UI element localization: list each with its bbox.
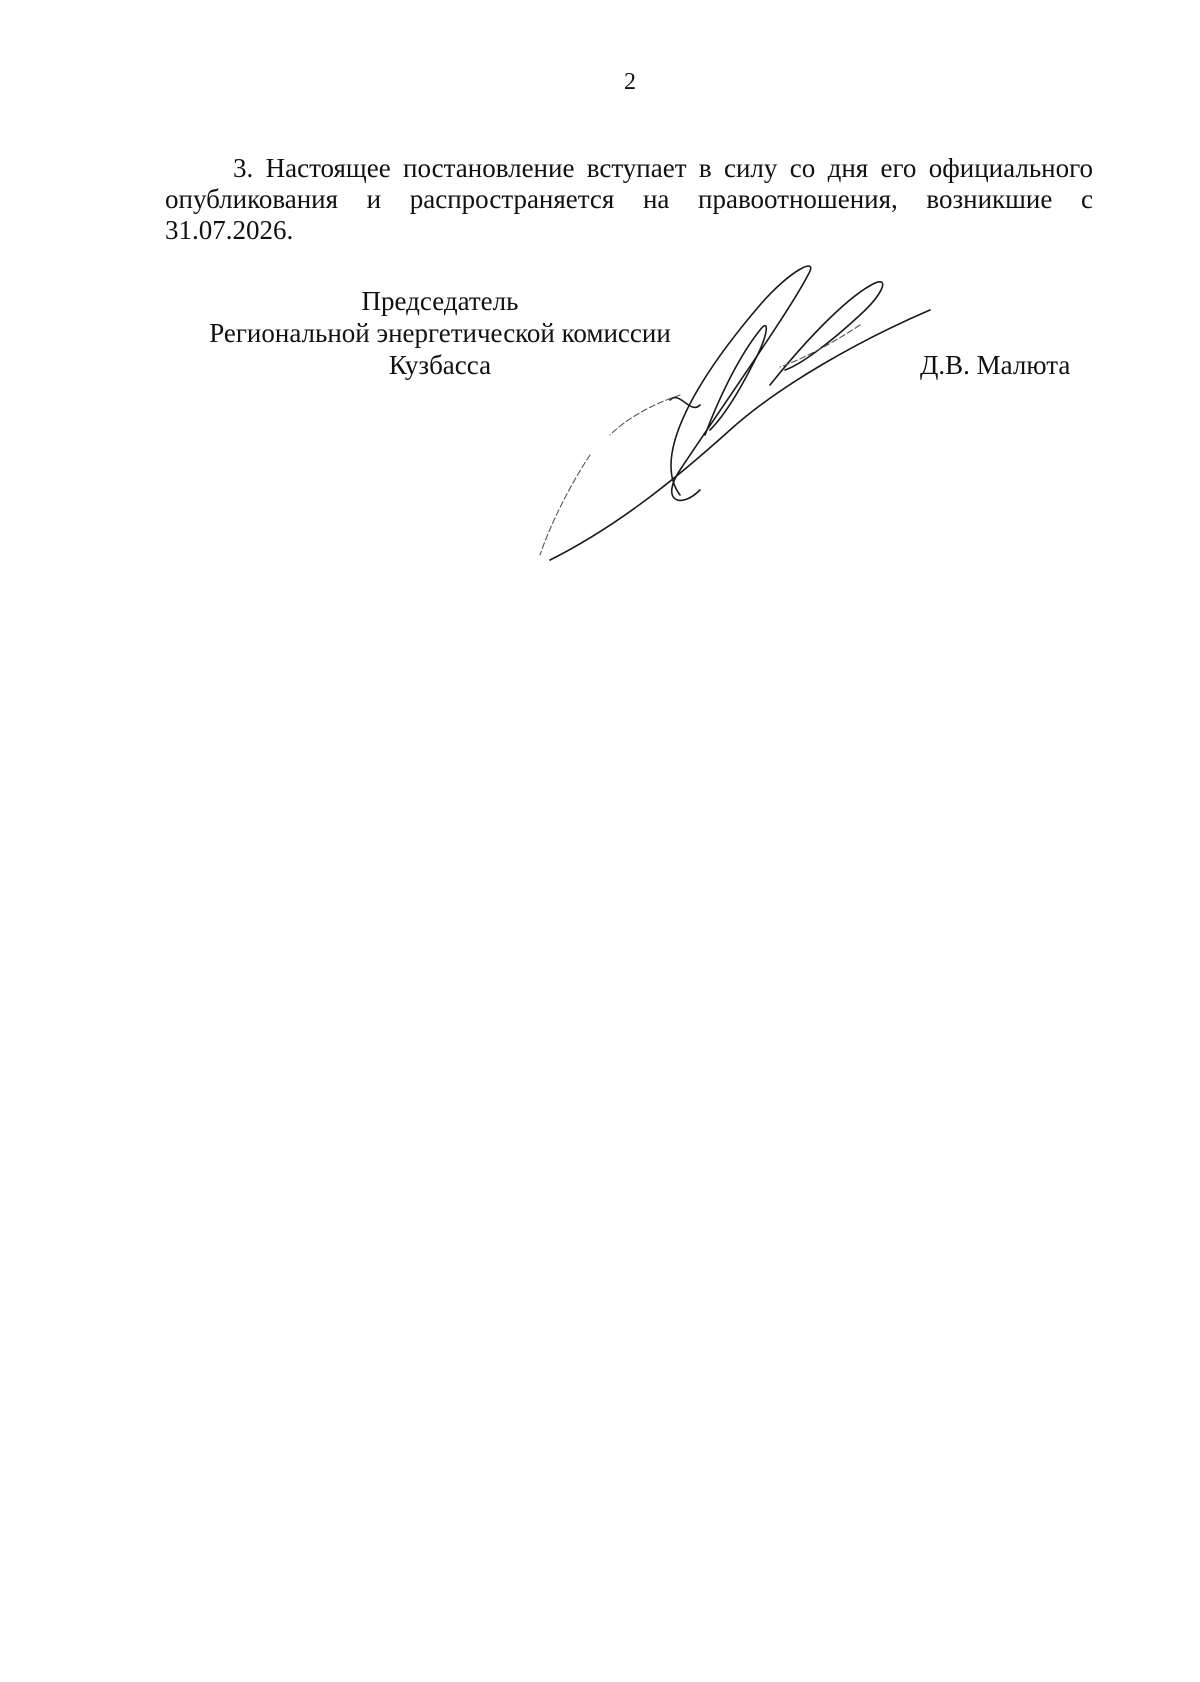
signer-name: Д.В. Малюта [920,350,1071,380]
handwritten-signature [530,255,1000,605]
page-number: 2 [624,69,636,95]
position-line-2: Региональной энергетической комиссии [209,318,671,348]
position-line-1: Председатель [361,286,519,316]
paragraph-3: 3. Настоящее постановление вступает в силу со дня его официального опубликования и распространяется на правоотношения, возникшие с 31.07.2026. [165,153,1093,245]
position-line-3: Кузбасса [388,350,492,380]
